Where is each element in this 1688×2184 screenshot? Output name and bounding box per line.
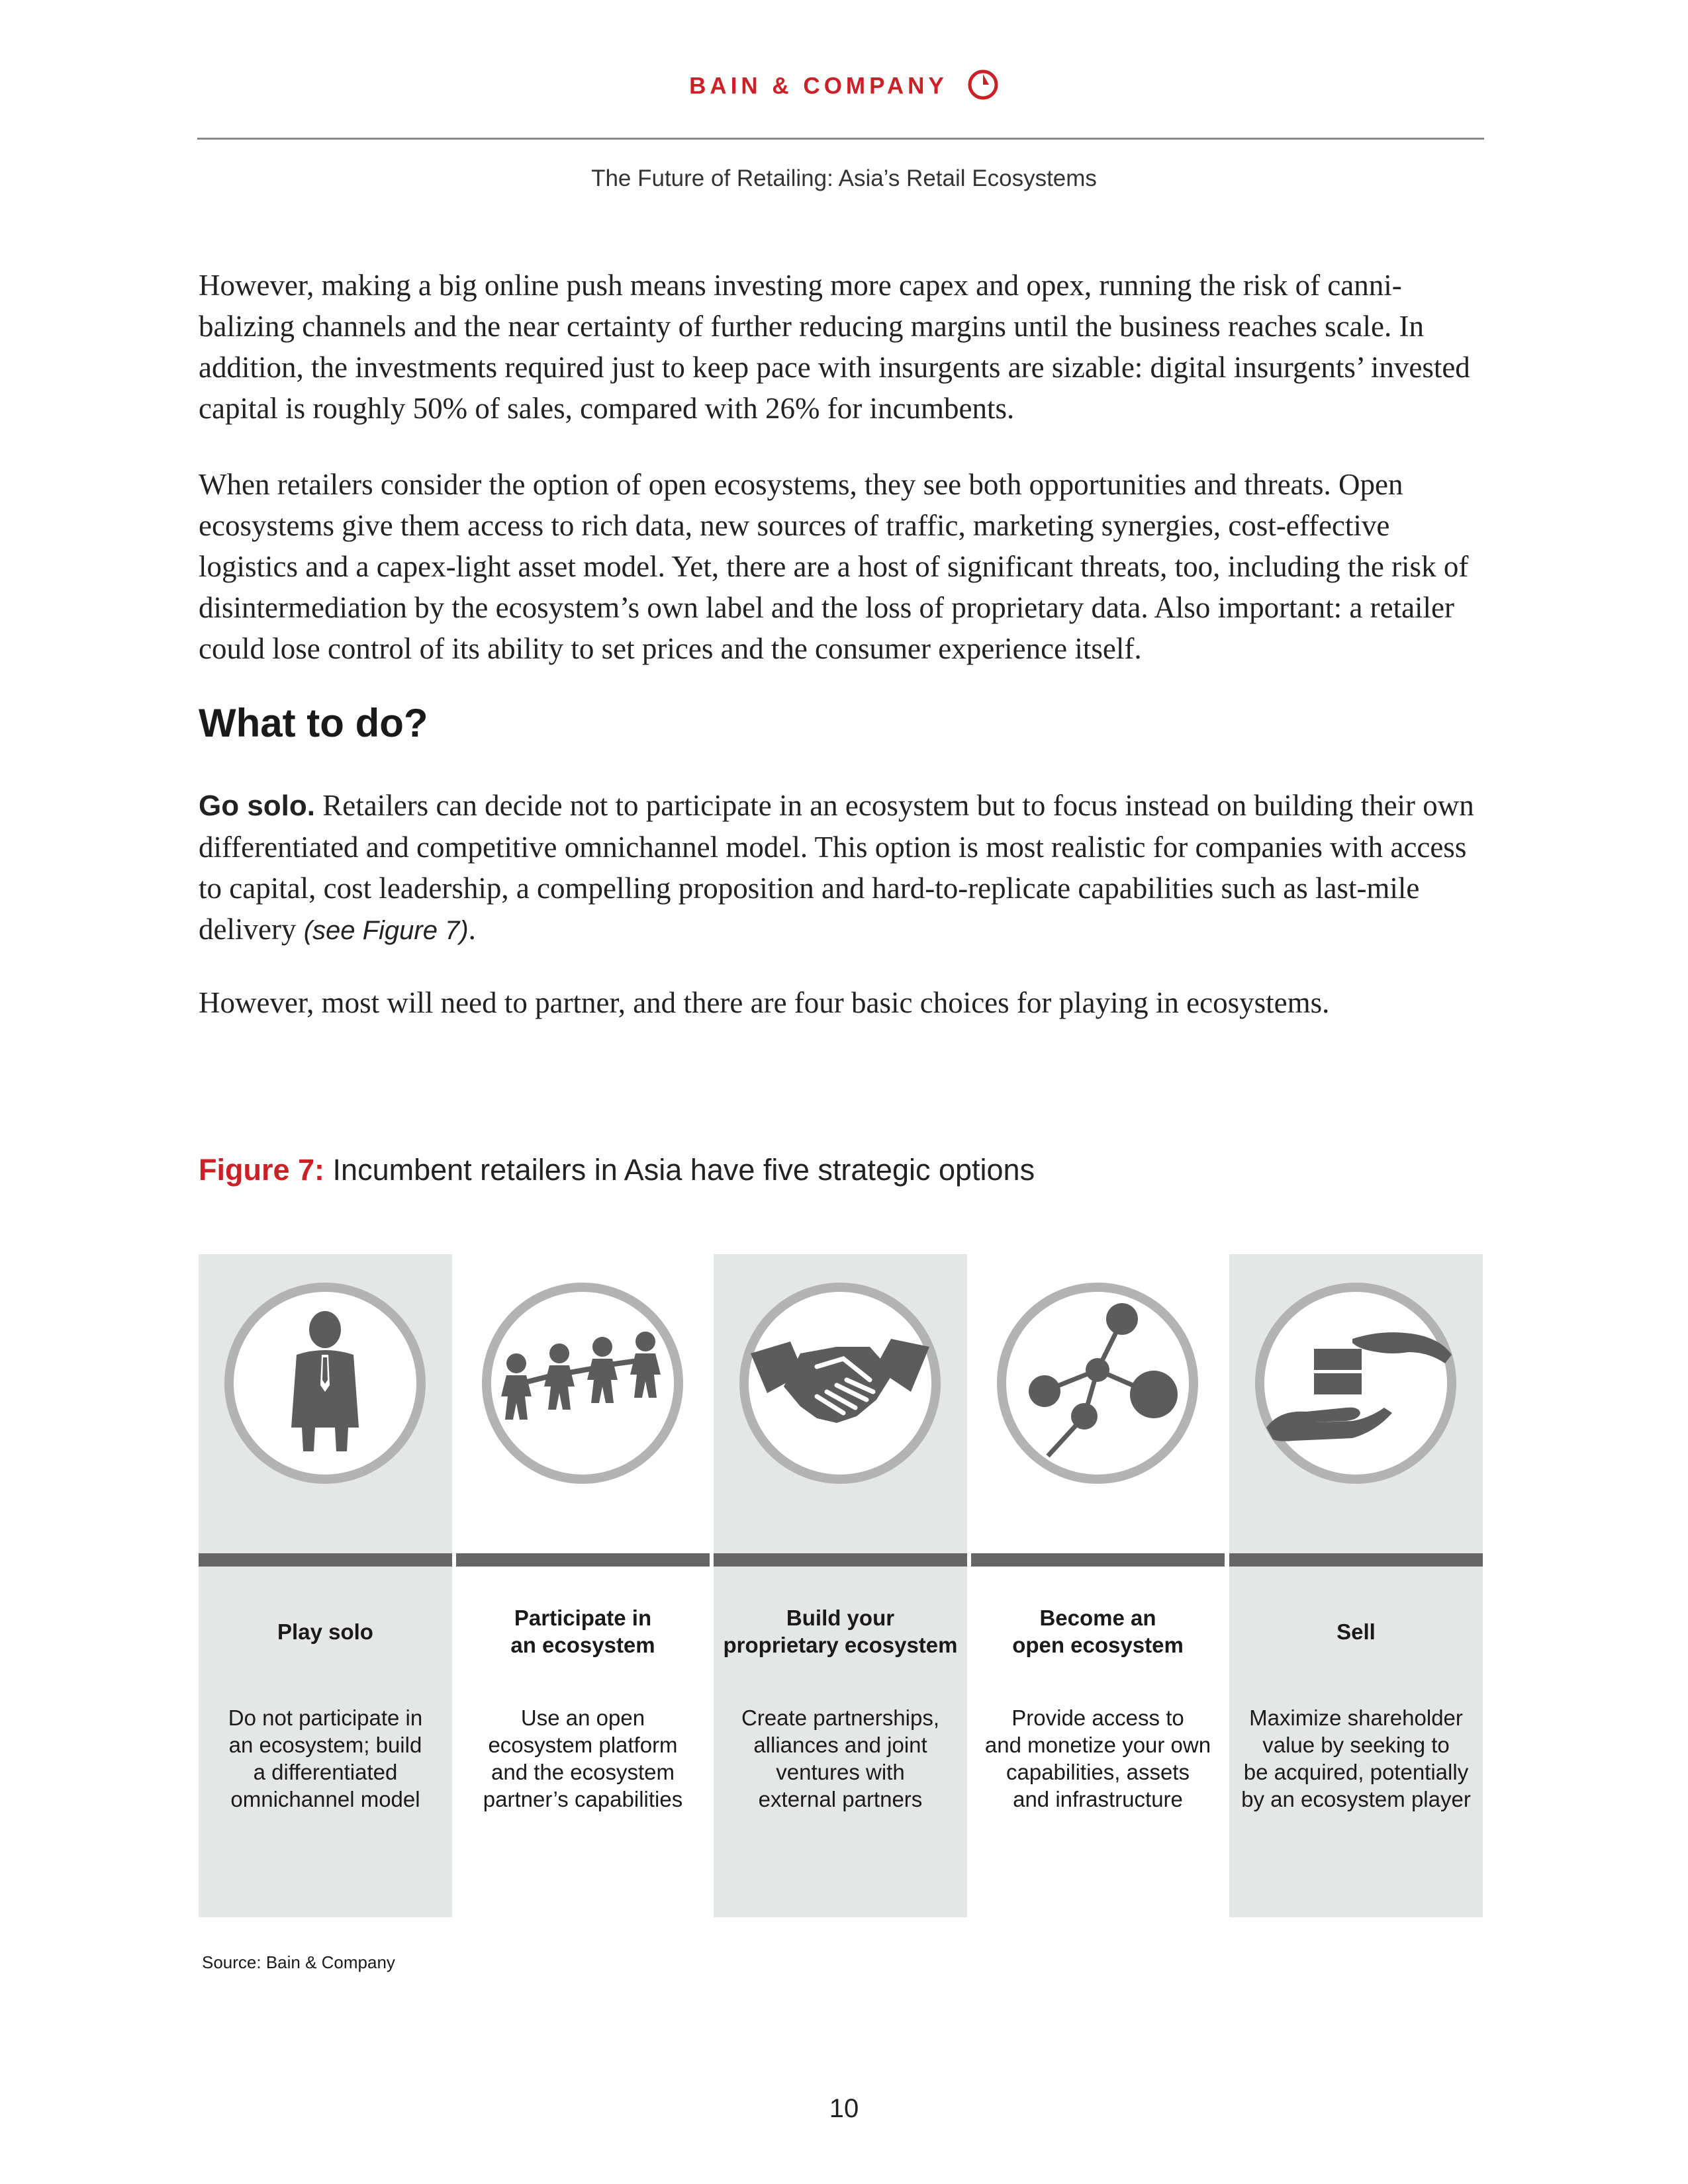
option-description-line: be acquired, potentially: [1243, 1760, 1469, 1784]
option-description-line: value by seeking to: [1262, 1733, 1450, 1757]
option-title-line: proprietary ecosystem: [723, 1633, 958, 1657]
option-title: [456, 1598, 710, 1664]
option-description-line: ventures with: [776, 1760, 905, 1784]
option-description-line: Do not participate in: [228, 1706, 423, 1730]
option-column-participate: [456, 1254, 710, 1917]
option-description-line: partner’s capabilities: [483, 1787, 683, 1811]
running-title: The Future of Retailing: Asia’s Retail Ecosystems: [591, 165, 1097, 191]
column-divider-bar: [714, 1553, 967, 1567]
option-column-play-solo: [199, 1254, 452, 1917]
option-description-line: Maximize shareholder: [1249, 1706, 1463, 1730]
page-number: 10: [829, 2094, 859, 2123]
column-divider-bar: [199, 1553, 452, 1567]
option-description: [1235, 1704, 1477, 1813]
option-description-line: external partners: [758, 1787, 923, 1811]
handshake-icon: [737, 1281, 943, 1486]
option-description-line: and infrastructure: [1013, 1787, 1183, 1811]
option-title-line: Participate in: [514, 1606, 652, 1630]
option-title-line: Play solo: [277, 1619, 373, 1644]
figure-reference: (see Figure 7): [303, 916, 469, 945]
paragraph-go-solo-text: Retailers can decide not to participate in an ecosystem but to focus instead on building their own differentiated and competitive omnichannel model. This option is most realistic for companies with access to capital, cost leadership, a compelling proposition and hard-to-replicate capabilities such as last-mile delivery: [199, 789, 1474, 946]
option-column-sell: [1229, 1254, 1483, 1917]
header-rule: [197, 138, 1484, 140]
option-description-line: Provide access to: [1011, 1706, 1184, 1730]
paragraph-go-solo-end: .: [468, 913, 476, 946]
option-description-line: an ecosystem; build: [228, 1733, 422, 1757]
option-column-build-proprietary: [714, 1254, 967, 1917]
option-title-line: Become an: [1039, 1606, 1156, 1630]
option-title: [714, 1598, 967, 1664]
option-title: [971, 1598, 1225, 1664]
option-description-line: and monetize your own: [984, 1733, 1211, 1757]
paragraph-partner: However, most will need to partner, and there are four basic choices for playing in ecosystems.: [199, 986, 1330, 1019]
option-title-line: an ecosystem: [510, 1633, 655, 1657]
paragraph-lead: Go solo.: [199, 790, 315, 822]
paragraph-go-solo: [199, 785, 1486, 951]
option-description-line: ecosystem platform: [488, 1733, 678, 1757]
option-description-line: by an ecosystem player: [1241, 1787, 1471, 1811]
option-title-line: Build your: [786, 1606, 895, 1630]
option-description-line: a differentiated: [253, 1760, 398, 1784]
column-divider-bar: [971, 1553, 1225, 1567]
column-divider-bar: [1229, 1553, 1483, 1567]
option-description-line: capabilities, assets: [1006, 1760, 1190, 1784]
option-title-line: open ecosystem: [1012, 1633, 1184, 1657]
paragraph-open-ecosystems: When retailers consider the option of open ecosystems, they see both opportunities and threats. Open ecosystems give them access to rich data, new sources of traffic, marketing synergies, cost-effective logistics and a capex-light asset model. Yet, there are a host of significant threats, too, including the risk of disintermediation by the ecosystem’s own label and the loss of proprietary data. Also important: a retailer could lose control of its ability to set prices and the consumer experience itself.: [199, 468, 1469, 665]
option-title: [1229, 1598, 1483, 1664]
option-description: [461, 1704, 704, 1813]
option-description-line: Create partnerships,: [741, 1706, 939, 1730]
option-column-open-ecosystem: [971, 1254, 1225, 1917]
option-description: [976, 1704, 1219, 1813]
option-title-line: Sell: [1336, 1619, 1376, 1644]
brand-logo-icon: [967, 69, 999, 101]
option-description-line: and the ecosystem: [491, 1760, 675, 1784]
paragraph-investment: However, making a big online push means investing more capex and opex, running the risk of cannibalizing channels and the near certainty of further reducing margins until the business reaches scale. In addition, the investments required just to keep pace with insurgents are sizable: digital insurgents’ invested capital is roughly 50% of sales, compared with 26% for incumbents.: [199, 269, 1470, 425]
option-description: [204, 1704, 447, 1813]
column-divider-bar: [456, 1553, 710, 1567]
hand-over-box-icon: [1253, 1281, 1458, 1486]
figure-source: Source: Bain & Company: [202, 1952, 395, 1972]
businessman-icon: [222, 1281, 428, 1486]
figure-label: Figure 7:: [199, 1153, 325, 1187]
brand-header: [0, 71, 1688, 103]
option-description-line: alliances and joint: [753, 1733, 927, 1757]
people-chain-icon: [480, 1281, 685, 1486]
brand-name: BAIN & COMPANY: [689, 73, 948, 99]
option-description: [719, 1704, 962, 1813]
figure-title: [199, 1153, 1035, 1187]
option-description-line: Use an open: [520, 1706, 645, 1730]
network-nodes-icon: [995, 1281, 1200, 1486]
option-title: [199, 1598, 452, 1664]
section-heading: What to do?: [199, 701, 428, 745]
figure-caption: Incumbent retailers in Asia have five strategic options: [324, 1153, 1035, 1187]
option-description-line: omnichannel model: [230, 1787, 420, 1811]
